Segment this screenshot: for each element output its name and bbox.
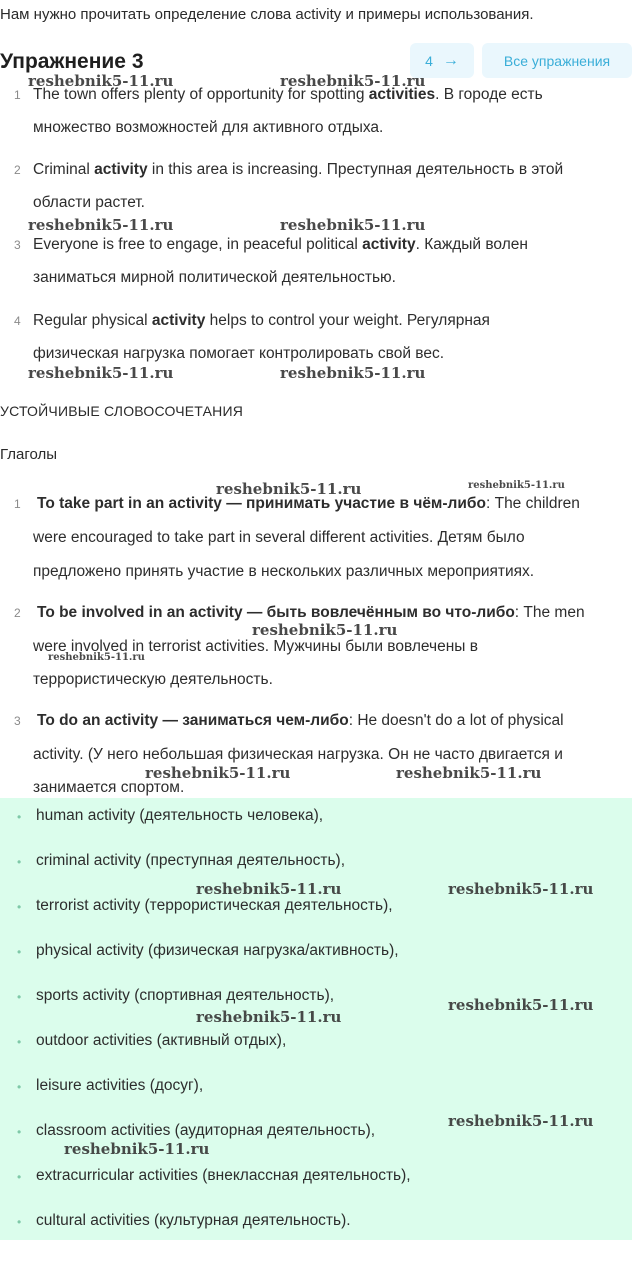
next-exercise-label: 4 [425,52,433,69]
example-line: Regular physical activity helps to control your weight. Регулярная [33,312,490,329]
watermark: reshebnik5-11.ru [28,364,174,382]
watermark: reshebnik5-11.ru [280,216,426,234]
example-line: заниматься мирной политической деятельностью. [33,269,396,286]
bullet-icon: • [17,1125,22,1139]
list-item: classroom activities (аудиторная деятельность), [36,1122,376,1139]
example-line: The town offers plenty of opportunity for spotting activities. В городе есть [33,86,543,103]
watermark: reshebnik5-11.ru [28,72,174,90]
bullet-icon: • [17,855,22,869]
subheading: Глаголы [0,446,58,463]
phrase-line: activity. (У него небольшая физическая нагрузка. Он не часто двигается и [33,746,563,763]
arrow-right-icon: → [442,51,459,69]
watermark: reshebnik5-11.ru [145,764,291,782]
intro-text: Нам нужно прочитать определение слова activity и примеры использования. [0,6,534,23]
watermark: reshebnik5-11.ru [396,764,542,782]
list-item: sports activity (спортивная деятельность), [36,987,335,1004]
list-item: cultural activities (культурная деятельность). [36,1212,351,1229]
watermark: reshebnik5-11.ru [448,996,594,1014]
phrase-line: were encouraged to take part in several different activities. Детям было [33,529,525,546]
example-line: физическая нагрузка помогает контролировать свой вес. [33,345,445,362]
watermark: reshebnik5-11.ru [28,216,174,234]
watermark: reshebnik5-11.ru [216,480,362,498]
phrase-number: 2 [14,606,21,620]
phrase-number: 3 [14,714,21,728]
list-item: leisure activities (досуг), [36,1077,204,1094]
bullet-icon: • [17,990,22,1004]
example-number: 2 [14,163,21,177]
phrase-line: To take part in an activity — принимать участие в чём-либо: The children [37,495,580,512]
example-line: Everyone is free to engage, in peaceful political activity. Каждый волен [33,236,528,253]
list-item: outdoor activities (активный отдых), [36,1032,287,1049]
watermark: reshebnik5-11.ru [64,1140,210,1158]
example-number: 1 [14,88,21,102]
phrase-line: предложено принять участие в нескольких различных мероприятиях. [33,563,535,580]
example-line: множество возможностей для активного отдыха. [33,119,384,136]
bullet-icon: • [17,900,22,914]
watermark: reshebnik5-11.ru [196,1008,342,1026]
list-item: terrorist activity (террористическая деятельность), [36,897,393,914]
watermark: reshebnik5-11.ru [280,364,426,382]
section-heading: УСТОЙЧИВЫЕ СЛОВОСОЧЕТАНИЯ [0,403,244,419]
phrase-line: To do an activity — заниматься чем-либо: He doesn't do a lot of physical [37,712,564,729]
example-number: 3 [14,238,21,252]
phrase-number: 1 [14,497,21,511]
example-number: 4 [14,314,21,328]
bullet-icon: • [17,1035,22,1049]
all-exercises-button[interactable]: Все упражнения [482,43,632,78]
list-item: human activity (деятельность человека), [36,807,324,824]
watermark: reshebnik5-11.ru [196,880,342,898]
exercise-title: Упражнение 3 [0,50,144,73]
watermark: reshebnik5-11.ru [448,1112,594,1130]
bullet-icon: • [17,945,22,959]
watermark: reshebnik5-11.ru [48,652,145,663]
phrase-line: were involved in terrorist activities. Мужчины были вовлечены в [33,638,478,655]
list-item: criminal activity (преступная деятельность), [36,852,346,869]
list-item: physical activity (физическая нагрузка/активность), [36,942,399,959]
watermark: reshebnik5-11.ru [468,480,565,491]
bullet-icon: • [17,1170,22,1184]
watermark: reshebnik5-11.ru [448,880,594,898]
example-line: области растет. [33,194,145,211]
phrase-line: террористическую деятельность. [33,671,273,688]
example-line: Criminal activity in this area is increasing. Преступная деятельность в этой [33,161,564,178]
bullet-icon: • [17,810,22,824]
bullet-icon: • [17,1215,22,1229]
watermark: reshebnik5-11.ru [252,621,398,639]
list-item: extracurricular activities (внеклассная деятельность), [36,1167,411,1184]
watermark: reshebnik5-11.ru [280,72,426,90]
bullet-icon: • [17,1080,22,1094]
phrase-line: To be involved in an activity — быть вовлечённым во что-либо: The men [37,604,585,621]
phrase-line: занимается спортом. [33,779,185,796]
